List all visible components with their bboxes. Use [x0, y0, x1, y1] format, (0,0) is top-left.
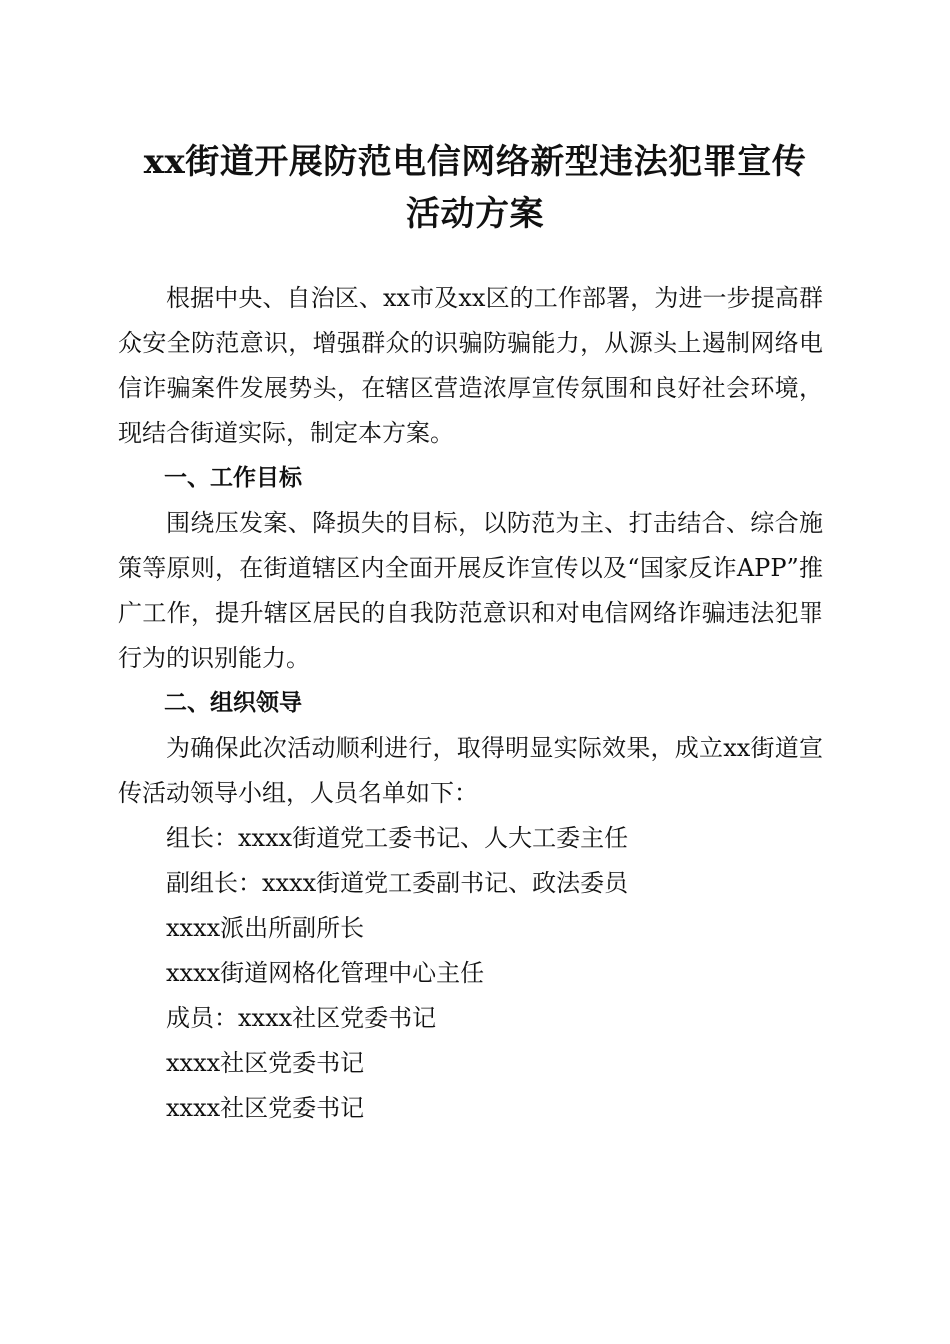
member-line: xxxx社区党委书记 — [166, 1049, 365, 1077]
member-line: xxxx派出所副所长 — [166, 914, 365, 942]
member-line: 组长：xxxx街道党工委书记、人大工委主任 — [166, 824, 629, 852]
leadership-paragraph: 为确保此次活动顺利进行，取得明显实际效果，成立xx街道宣传活动领导小组，人员名单如下： — [118, 734, 823, 807]
member-line: 副组长：xxxx街道党工委副书记、政法委员 — [166, 869, 629, 897]
section-heading-leadership: 二、组织领导 — [164, 690, 302, 716]
member-line: xxxx社区党委书记 — [166, 1094, 365, 1122]
section-heading-goals: 一、工作目标 — [164, 465, 302, 491]
goals-paragraph: 围绕压发案、降损失的目标，以防范为主、打击结合、综合施策等原则，在街道辖区内全面开展反诈宣传以及“国家反诈APP”推广工作，提升辖区居民的自我防范意识和对电信网络诈骗违法犯罪行为的识别能力。 — [118, 509, 823, 672]
member-line: 成员：xxxx社区党委书记 — [166, 1004, 437, 1032]
member-line: xxxx街道网格化管理中心主任 — [166, 959, 485, 987]
document-title — [120, 136, 830, 240]
intro-paragraph: 根据中央、自治区、xx市及xx区的工作部署，为进一步提高群众安全防范意识，增强群众的识骗防骗能力，从源头上遏制网络电信诈骗案件发展势头，在辖区营造浓厚宣传氛围和良好社会环境，现结合街道实际，制定本方案。 — [118, 284, 823, 447]
title-line-2: 活动方案 — [406, 194, 544, 234]
document-body — [118, 276, 823, 1131]
title-line-1: xx街道开展防范电信网络新型违法犯罪宣传 — [143, 142, 807, 182]
